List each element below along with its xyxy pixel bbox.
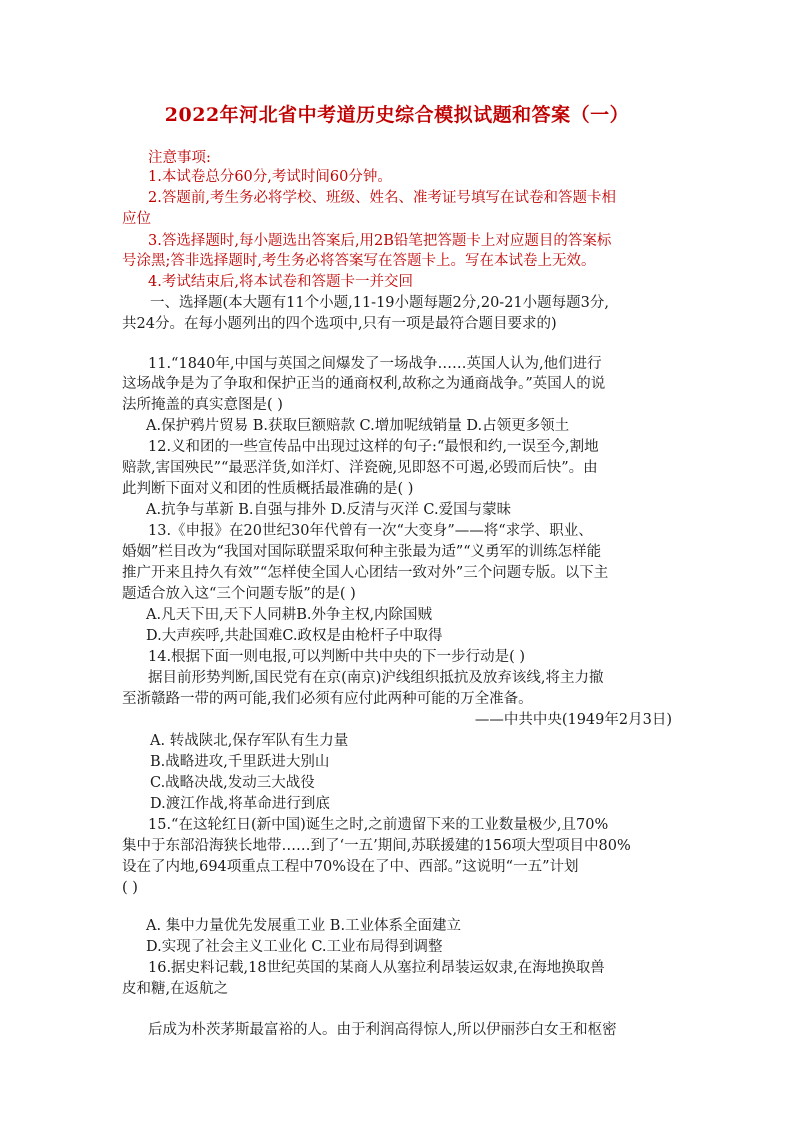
question-text: 集中于东部沿海狭长地带……到了‘一五’期间,苏联援建的156项大型项目中80% (122, 838, 631, 854)
notice-item: 1.本试卷总分60分,考试时间60分钟。 (148, 169, 392, 185)
section-heading-cont: 共24分。在每小题列出的四个选项中,只有一项是最符合题目要求的) (122, 316, 557, 332)
question-option: D.渡江作战,将革命进行到底 (150, 796, 330, 812)
question-options: A.保护鸦片贸易 B.获取巨额赔款 C.增加呢绒销量 D.占领更多领土 (146, 418, 570, 434)
quote-source: ——中共中央(1949年2月3日) (474, 712, 672, 728)
question-options: D.大声疾呼,共赴国难C.政权是由枪杆子中取得 (146, 628, 443, 644)
question-15: 15.“在这轮红日(新中国)诞生之时,之前遗留下来的工业数量极少,且70% (148, 817, 609, 833)
question-options: A.凡天下田,天下人同耕B.外争主权,内除国贼 (146, 607, 433, 623)
question-text: 婚姻”栏目改为“我国对国际联盟采取何种主张最为适”“义勇军的训练怎样能 (122, 544, 602, 560)
question-text: 后成为朴茨茅斯最富裕的人。由于利润高得惊人,所以伊丽莎白女王和枢密 (148, 1022, 617, 1038)
notice-item: 3.答选择题时,每小题选出答案后,用2B铅笔把答题卡上对应题目的答案标 (148, 233, 612, 249)
question-text: 设在了内地,694项重点工程中70%设在了中、西部。”这说明“一五”计划 (122, 859, 579, 875)
question-text: 皮和糖,在返航之 (122, 981, 229, 997)
notice-item: 4.考试结束后,将本试卷和答题卡一并交回 (148, 274, 413, 290)
notice-item: 号涂黑;答非选择题时,考生务必将答案写在答题卡上。写在本试卷上无效。 (122, 253, 596, 269)
question-options: A.抗争与革新 B.自强与排外 D.反清与灭洋 C.爱国与蒙昧 (146, 502, 512, 518)
question-text: 题适合放入这“三个问题专版”的是( ) (122, 586, 356, 602)
question-option: A. 转战陕北,保存军队有生力量 (150, 733, 349, 749)
question-option: C.战略决战,发动三大战役 (150, 775, 315, 791)
question-11: 11.“1840年,中国与英国之间爆发了一场战争……英国人认为,他们进行 (148, 356, 602, 372)
question-text: 推广开来且持久有效”“怎样使全国人心团结一致对外”三个问题专版。以下主 (122, 565, 609, 581)
question-option: B.战略进攻,千里跃进大别山 (150, 754, 330, 770)
question-14: 14.根据下面一则电报,可以判断中共中央的下一步行动是( ) (148, 649, 526, 665)
notice-item: 应位 (122, 211, 151, 227)
notice-item: 2.答题前,考生务必将学校、班级、姓名、准考证号填写在试卷和答题卡相 (148, 190, 616, 206)
question-options: D.实现了社会主义工业化 C.工业布局得到调整 (146, 939, 443, 955)
question-13: 13.《申报》在20世纪30年代曾有一次“大变身”——将“求学、职业、 (148, 523, 593, 539)
question-options: A. 集中力量优先发展重工业 B.工业体系全面建立 (146, 918, 462, 934)
question-text: 这场战争是为了争取和保护正当的通商权利,故称之为通商战争。”英国人的说 (122, 376, 606, 392)
question-16: 16.据史料记载,18世纪英国的某商人从塞拉利昂装运奴隶,在海地换取兽 (148, 960, 605, 976)
notice-heading: 注意事项: (148, 150, 211, 166)
quote-text: 据目前形势判断,国民党有在京(南京)沪线组织抵抗及放弃该线,将主力撤 (148, 670, 604, 686)
question-text: 法所掩盖的真实意图是( ) (122, 397, 283, 413)
question-text: ( ) (122, 880, 138, 896)
question-text: 赔款,害国殃民”“最恶洋货,如洋灯、洋瓷碗,见即怒不可遏,必毁而后快”。由 (122, 460, 598, 476)
section-heading: 一、选择题(本大题有11个小题,11-19小题每题2分,20-21小题每题3分, (150, 295, 609, 311)
document-title: 2022年河北省中考道历史综合模拟试题和答案（一） (164, 104, 630, 126)
question-12: 12.义和团的一些宣传品中出现过这样的句子:“最恨和约,一误至今,割地 (148, 439, 599, 455)
quote-text: 至浙赣路一带的两可能,我们必须有应付此两种可能的万全准备。 (122, 691, 533, 707)
question-text: 此判断下面对义和团的性质概括最准确的是( ) (122, 481, 414, 497)
